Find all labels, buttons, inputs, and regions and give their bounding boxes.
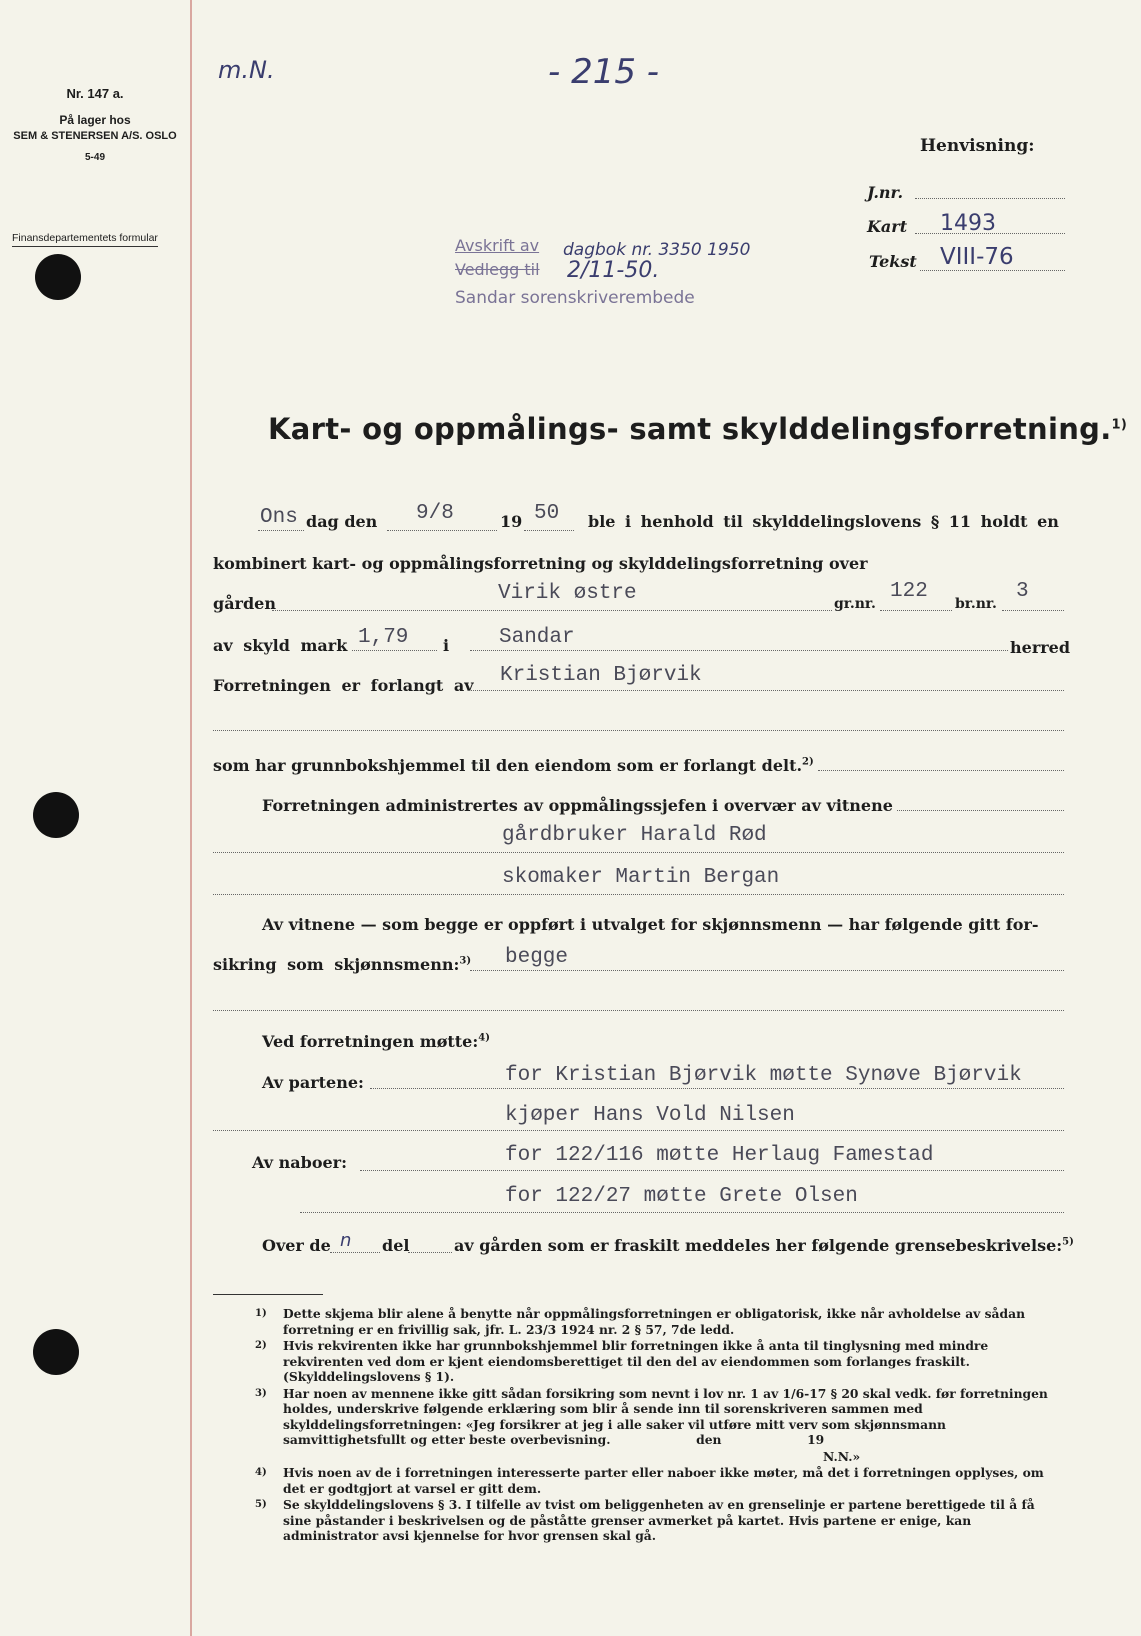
page-number: - 215 - [548, 52, 660, 92]
form-owner: Finansdepartementets formular [12, 230, 158, 247]
brnr-value: 3 [1016, 580, 1029, 603]
year-line [524, 530, 574, 531]
mote-heading [262, 1032, 490, 1051]
footnote-5 [255, 1497, 1065, 1544]
del-label: del [382, 1236, 410, 1255]
stock-line-1: På lager hos [59, 113, 131, 127]
reference-heading: Henvisning: [920, 136, 1035, 156]
skyld-value: 1,79 [358, 626, 409, 649]
vitner-note: 3) [459, 955, 472, 967]
footnote-5-num: 5) [255, 1499, 267, 1510]
partene-value-1: for Kristian Bjørvik møtte Synøve Bjørvik [505, 1064, 1022, 1087]
footnote-4-text: Hvis noen av de i forretningen interesserte parter eller naboer ikke møter, må det i forretningen opplyses, om det er godtgjort at varsel er gitt dem. [283, 1465, 1044, 1496]
brnr-line [1002, 610, 1064, 611]
forlangt-line [468, 690, 1064, 691]
footnote-rule [213, 1294, 323, 1295]
hjemmel-note: 2) [802, 756, 814, 768]
kart-value: 1493 [940, 211, 996, 236]
document-title [268, 412, 1127, 446]
intro-line2: kombinert kart- og oppmålingsforretning og skylddelingsforretning over [213, 554, 868, 573]
footnote-3 [255, 1386, 1065, 1448]
naboer-label: Av naboer: [252, 1153, 348, 1172]
partene-line [370, 1088, 1064, 1089]
stamp-line2-label: Vedlegg til [455, 260, 540, 279]
naboer-line-2 [300, 1212, 1064, 1213]
garden-label: gården [213, 594, 276, 613]
jnr-label: J.nr. [867, 183, 904, 202]
naboer-line [360, 1170, 1064, 1171]
brnr-label: br.nr. [955, 596, 997, 612]
skyld-label: av skyld mark [213, 636, 348, 655]
footnote-2 [255, 1338, 1065, 1385]
footnote-2-text: Hvis rekvirenten ikke har grunnbokshjemmel blir forretningen ikke å anta til tinglysning med mindre rekvirenten ved dom er kjent eiendomsberettiget til den del av eiendommen som forlanges fraskilt. (Skylddelingslovens § 1). [283, 1338, 989, 1384]
over-note: 5) [1062, 1236, 1074, 1248]
margin-rule [190, 0, 192, 1636]
naboer-value-2: for 122/27 møtte Grete Olsen [505, 1185, 858, 1208]
hjemmel-line [818, 770, 1064, 771]
tekst-value: VIII-76 [940, 244, 1014, 270]
grnr-line [880, 610, 952, 611]
witness-2-line [213, 894, 1064, 895]
vitner-line2 [213, 955, 471, 974]
herred-line [470, 650, 1008, 651]
dag-den-label: dag den [306, 512, 378, 531]
vitner-label: sikring som skjønnsmenn: [213, 955, 460, 974]
footnote-4-num: 4) [255, 1467, 267, 1478]
stamp-office: Sandar sorenskriverembede [455, 288, 695, 308]
witness-1: gårdbruker Harald Rød [502, 824, 767, 847]
mote-note: 4) [478, 1032, 490, 1044]
i-label: i [443, 636, 450, 655]
footnote-3-num: 3) [255, 1387, 267, 1399]
title-text: Kart- og oppmålings- samt skylddelingsforretning. [268, 412, 1112, 446]
tekst-line [920, 270, 1065, 271]
witness-1-line [213, 852, 1064, 853]
vitner-line-2 [213, 1010, 1064, 1011]
vitner-line1: Av vitnene — som begge er oppført i utvalget for skjønnsmenn — har følgende gitt for- [262, 915, 1039, 934]
hjemmel-text [213, 756, 814, 775]
footnote-4 [255, 1465, 1065, 1496]
form-number: Nr. 147 a. [66, 86, 124, 101]
tekst-label: Tekst [869, 252, 917, 271]
over-label: Over de [262, 1236, 331, 1255]
over-rest [454, 1236, 1074, 1255]
kart-label: Kart [867, 217, 908, 236]
punch-hole-middle [33, 792, 79, 838]
forlangt-line-2 [213, 730, 1064, 731]
herred-label: herred [1010, 638, 1071, 657]
herred-value: Sandar [499, 626, 575, 649]
witness-2: skomaker Martin Bergan [502, 866, 780, 889]
footnote-1 [255, 1306, 1065, 1337]
partene-value-2: kjøper Hans Vold Nilsen [505, 1104, 795, 1127]
garden-value: Virik østre [498, 582, 637, 605]
stamp-line1-label: Avskrift av [455, 236, 540, 255]
date-line [387, 530, 497, 531]
jnr-line [915, 198, 1065, 199]
admin-text: Forretningen administrertes av oppmålingssjefen i overvær av vitnene [262, 796, 893, 815]
intro-rest: ble i henhold til skylddelingslovens § 11 holdt en [588, 512, 1059, 531]
partene-label: Av partene: [262, 1073, 364, 1092]
grnr-label: gr.nr. [834, 596, 876, 612]
vitner-line [470, 970, 1064, 971]
weekday-line [258, 530, 304, 531]
footnote-3-text: Har noen av mennene ikke gitt sådan forsikring som nevnt i lov nr. 1 av 1/6-17 § 20 skal vedk. før forretningen holdes, underskrive følgende erklæring som blir å sende inn til sorenskriveren sammen med skylddelingsforretningen: «Jeg forsikrer at jeg i alle saker vil utføre mitt verv som skjønnsmann samvittighetsfullt og etter beste overbevisning. den 19 [283, 1385, 1053, 1447]
footnote-3b-num [255, 1449, 283, 1465]
admin-line [897, 810, 1064, 811]
over-rest-text: av gården som er fraskilt meddeles her følgende grensebeskrivelse: [454, 1236, 1063, 1255]
forlangt-label: Forretningen er forlangt av [213, 676, 474, 695]
mote-label: Ved forretningen møtte: [262, 1032, 479, 1051]
year-prefix: 19 [500, 512, 523, 531]
stock-line-2: SEM & STENERSEN A/S. OSLO [13, 130, 177, 142]
stamp-line2-value: 2/11-50. [567, 258, 660, 283]
naboer-value-1: for 122/116 møtte Herlaug Famestad [505, 1144, 934, 1167]
footnote-2-num: 2) [255, 1340, 267, 1351]
footnote-3b-text: N.N.» [823, 1448, 861, 1464]
footnotes [255, 1306, 1065, 1545]
grnr-value: 122 [890, 580, 928, 603]
initials-mark: m.N. [218, 56, 275, 84]
garden-line [272, 610, 832, 611]
footnote-1-text: Dette skjema blir alene å benytte når oppmålingsforretningen er obligatorisk, ikke når avholdelse av sådan forretning er en frivillig sak, jfr. L. 23/3 1924 nr. 2 § 57, 7de ledd. [283, 1306, 1026, 1337]
vitner-value: begge [505, 946, 569, 969]
forlangt-value: Kristian Bjørvik [500, 664, 702, 687]
date-value: 9/8 [416, 502, 454, 525]
footnote-5-text: Se skylddelingslovens § 3. I tilfelle av tvist om beliggenheten av en grenselinje er partene berettigede til å få sine påstander i beskrivelsen og de påståtte grenser avmerket på kartet. Hvis partene er enige, kan administrator avsi kjennelse for hvor grensen skal gå. [283, 1497, 1035, 1543]
punch-hole-top [35, 254, 81, 300]
publisher-block [0, 86, 190, 166]
skyld-line [352, 650, 437, 651]
weekday-value: Ons [260, 506, 298, 529]
year-value: 50 [534, 502, 560, 525]
partene-line-2 [213, 1130, 1064, 1131]
del-line [408, 1252, 452, 1253]
footnote-3-signature [255, 1449, 1065, 1465]
punch-hole-bottom [33, 1329, 79, 1375]
footnote-1-num: 1) [255, 1308, 267, 1319]
over-line [330, 1252, 380, 1253]
title-note: 1) [1111, 417, 1128, 433]
edition: 5-49 [84, 152, 105, 163]
over-value: n [340, 1230, 352, 1251]
hjemmel-label: som har grunnbokshjemmel til den eiendom som er forlangt delt. [213, 756, 803, 775]
stamp-line1-value: dagbok nr. 3350 1950 [563, 240, 751, 260]
